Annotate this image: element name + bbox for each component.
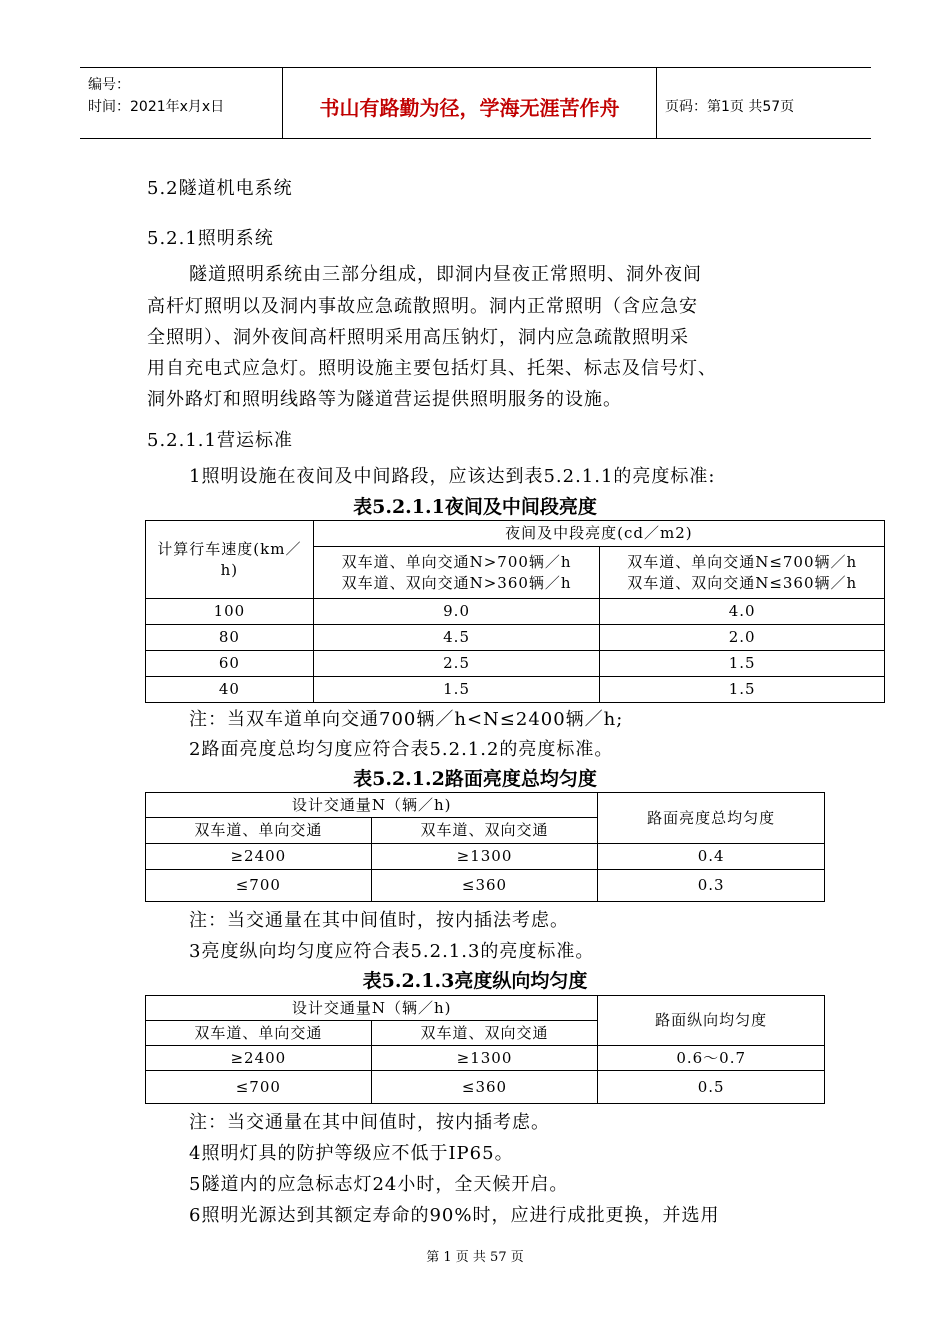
table1-cell-b: 2.0 bbox=[600, 625, 885, 651]
table1-header-group: 夜间及中段亮度(cd／m2) bbox=[313, 521, 884, 547]
table2-cell-b: ≤360 bbox=[371, 870, 598, 902]
header-page-info: 页码：第1页 共57页 bbox=[665, 99, 795, 115]
table-row bbox=[146, 625, 885, 651]
table1-header-speed-text: 计算行车速度(km／h) bbox=[157, 539, 302, 579]
table1-cell-b: 1.5 bbox=[600, 651, 885, 677]
table2-header-group: 设计交通量N（辆／h) bbox=[146, 793, 598, 818]
table-row bbox=[146, 651, 885, 677]
header-motto: 书山有路勤为径，学海无涯苦作舟 bbox=[319, 96, 620, 120]
table2-cell-a: ≤700 bbox=[146, 870, 372, 902]
table3-header-sub-a: 双车道、单向交通 bbox=[146, 1021, 372, 1046]
table1-cell-a: 1.5 bbox=[313, 677, 600, 703]
table1-sub-a-line1: 双车道、单向交通N>700辆／h bbox=[341, 552, 572, 571]
item-4-text: 4照明灯具的防护等级应不低于IP65。 bbox=[189, 1143, 514, 1164]
page-footer: 第 1 页 共 57 页 bbox=[426, 1250, 524, 1265]
table1-note: 注：当双车道单向交通700辆／h<N≤2400辆／h; bbox=[189, 709, 624, 730]
table3-cell-a: ≥2400 bbox=[146, 1046, 372, 1071]
table1-cell-speed: 80 bbox=[146, 625, 314, 651]
table3-header-group: 设计交通量N（辆／h) bbox=[146, 996, 598, 1021]
section-heading-5-2-1: 5.2.1照明系统 bbox=[147, 228, 274, 249]
table2-header-value: 路面亮度总均匀度 bbox=[598, 793, 825, 844]
paragraph-line: 高杆灯照明以及洞内事故应急疏散照明。洞内正常照明（含应急安 bbox=[147, 296, 698, 317]
header-motto-cell bbox=[283, 68, 657, 138]
table1-cell-speed: 100 bbox=[146, 599, 314, 625]
item-5-text: 5隧道内的应急标志灯24小时，全天候开启。 bbox=[189, 1174, 569, 1195]
table1-header-sub-a bbox=[313, 547, 600, 599]
header-left-cell bbox=[80, 68, 283, 138]
table1 bbox=[145, 520, 885, 703]
table3-cell-value: 0.5 bbox=[598, 1071, 825, 1104]
page-header bbox=[80, 67, 871, 139]
table3-caption: 表5.2.1.3亮度纵向均匀度 bbox=[362, 970, 588, 992]
table2 bbox=[145, 792, 825, 902]
table3-cell-value: 0.6～0.7 bbox=[598, 1046, 825, 1071]
table-row bbox=[146, 870, 825, 902]
table3-header-value: 路面纵向均匀度 bbox=[598, 996, 825, 1046]
table1-cell-b: 1.5 bbox=[600, 677, 885, 703]
table1-sub-b-line2: 双车道、双向交通N≤360辆／h bbox=[627, 573, 858, 592]
table3-header-sub-b: 双车道、双向交通 bbox=[371, 1021, 598, 1046]
table3-note: 注：当交通量在其中间值时，按内插考虑。 bbox=[189, 1112, 550, 1133]
table1-cell-b: 4.0 bbox=[600, 599, 885, 625]
paragraph-line: 全照明）、洞外夜间高杆照明采用高压钠灯，洞内应急疏散照明采 bbox=[147, 327, 689, 348]
table1-cell-speed: 40 bbox=[146, 677, 314, 703]
paragraph-line: 用自充电式应急灯。照明设施主要包括灯具、托架、标志及信号灯、 bbox=[147, 358, 717, 379]
table1-cell-a: 4.5 bbox=[313, 625, 600, 651]
section-heading-5-2-1-1: 5.2.1.1营运标准 bbox=[147, 430, 293, 451]
item-1-text: 1照明设施在夜间及中间路段，应该达到表5.2.1.1的亮度标准: bbox=[189, 466, 716, 487]
item-3-text: 3亮度纵向均匀度应符合表5.2.1.3的亮度标准。 bbox=[189, 941, 595, 962]
item-6-text: 6照明光源达到其额定寿命的90%时，应进行成批更换，并选用 bbox=[189, 1205, 720, 1226]
table-row bbox=[146, 1046, 825, 1071]
table-row bbox=[146, 677, 885, 703]
table1-header-speed bbox=[146, 521, 314, 599]
table2-cell-value: 0.4 bbox=[598, 844, 825, 870]
item-2-text: 2路面亮度总均匀度应符合表5.2.1.2的亮度标准。 bbox=[189, 739, 614, 760]
table2-header-sub-a: 双车道、单向交通 bbox=[146, 818, 372, 844]
doc-number-label: 编号： bbox=[88, 77, 130, 93]
table2-cell-b: ≥1300 bbox=[371, 844, 598, 870]
header-page-cell bbox=[657, 68, 871, 138]
table-row bbox=[146, 1071, 825, 1104]
table3-cell-b: ≤360 bbox=[371, 1071, 598, 1104]
table2-cell-value: 0.3 bbox=[598, 870, 825, 902]
table1-cell-a: 2.5 bbox=[313, 651, 600, 677]
paragraph-line: 洞外路灯和照明线路等为隧道营运提供照明服务的设施。 bbox=[147, 389, 622, 410]
table3-cell-a: ≤700 bbox=[146, 1071, 372, 1104]
table1-header-sub-b bbox=[600, 547, 885, 599]
table2-note: 注：当交通量在其中间值时，按内插法考虑。 bbox=[189, 910, 569, 931]
table3-cell-b: ≥1300 bbox=[371, 1046, 598, 1071]
table1-sub-a-line2: 双车道、双向交通N>360辆／h bbox=[341, 573, 572, 592]
doc-time-label: 时间：2021年x月x日 bbox=[88, 99, 225, 115]
table2-caption: 表5.2.1.2路面亮度总均匀度 bbox=[353, 768, 597, 790]
table1-cell-speed: 60 bbox=[146, 651, 314, 677]
table-row bbox=[146, 599, 885, 625]
table2-cell-a: ≥2400 bbox=[146, 844, 372, 870]
table2-header-sub-b: 双车道、双向交通 bbox=[371, 818, 598, 844]
table3 bbox=[145, 995, 825, 1104]
section-heading-5-2: 5.2隧道机电系统 bbox=[147, 178, 293, 199]
table1-sub-b-line1: 双车道、单向交通N≤700辆／h bbox=[627, 552, 858, 571]
paragraph-line: 隧道照明系统由三部分组成，即洞内昼夜正常照明、洞外夜间 bbox=[189, 264, 702, 285]
table1-caption: 表5.2.1.1夜间及中间段亮度 bbox=[353, 496, 597, 518]
table-row bbox=[146, 844, 825, 870]
table1-cell-a: 9.0 bbox=[313, 599, 600, 625]
